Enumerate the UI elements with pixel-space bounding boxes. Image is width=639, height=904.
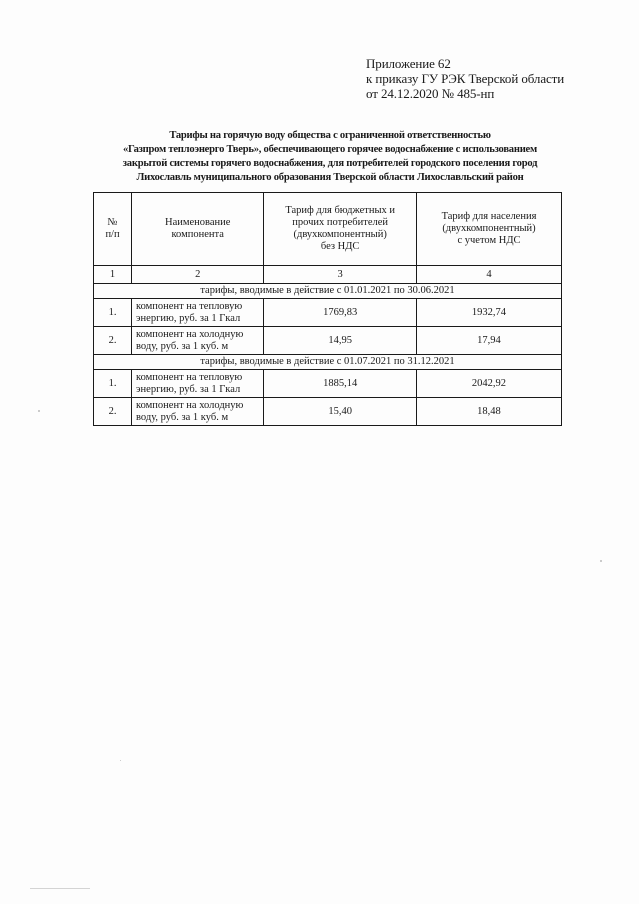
component-line: компонент на тепловую (136, 371, 243, 383)
table-row (94, 398, 562, 426)
column-number-row (94, 266, 562, 284)
component-line: компонент на холодную (136, 328, 244, 340)
header-budget (264, 193, 417, 266)
component-line: воду, руб. за 1 куб. м (136, 340, 229, 352)
header-name (132, 193, 264, 266)
header-population-line: Тариф для населения (441, 211, 537, 222)
header-num (94, 193, 132, 266)
row-budget-tariff: 1885,14 (264, 370, 417, 398)
column-number: 3 (264, 266, 417, 284)
header-name-line: Наименование (164, 217, 231, 228)
row-population-tariff: 1932,74 (416, 299, 561, 327)
row-budget-tariff: 14,95 (264, 327, 417, 355)
row-num: 1. (94, 370, 132, 398)
header-budget-line: (двухкомпонентный) (293, 229, 387, 240)
header-population (416, 193, 561, 266)
scan-speck (120, 760, 121, 761)
title-line-2: «Газпром теплоэнерго Тверь», обеспечивающего горячее водоснабжение с использованием (123, 144, 537, 155)
column-number: 2 (132, 266, 264, 284)
annex-line-1: Приложение 62 (366, 56, 451, 71)
table-row (94, 327, 562, 355)
annex-header (366, 56, 564, 101)
header-population-line: с учетом НДС (457, 235, 521, 246)
row-budget-tariff: 15,40 (264, 398, 417, 426)
row-population-tariff: 18,48 (416, 398, 561, 426)
scan-speck (30, 888, 90, 889)
title-line-4: Лихославль муниципального образования Тверской области Лихославльский район (136, 172, 524, 183)
component-line: компонент на холодную (136, 399, 244, 411)
row-component (132, 327, 264, 355)
period-label: тарифы, вводимые в действие с 01.07.2021 по 31.12.2021 (94, 355, 562, 370)
header-population-line: (двухкомпонентный) (442, 223, 536, 234)
row-component (132, 299, 264, 327)
component-line: энергию, руб. за 1 Гкал (136, 312, 241, 324)
title-line-1: Тарифы на горячую воду общества с ограниченной ответственностью (169, 130, 491, 141)
tariff-table (93, 192, 562, 426)
column-number: 4 (416, 266, 561, 284)
row-component (132, 398, 264, 426)
column-number: 1 (94, 266, 132, 284)
table-row (94, 299, 562, 327)
title-line-3: закрытой системы горячего водоснабжения, для потребителей городского поселения город (122, 158, 538, 169)
header-budget-line: прочих потребителей (292, 217, 389, 228)
row-population-tariff: 2042,92 (416, 370, 561, 398)
header-budget-line: без НДС (320, 241, 360, 252)
row-num: 2. (94, 327, 132, 355)
row-num: 1. (94, 299, 132, 327)
component-line: воду, руб. за 1 куб. м (136, 411, 229, 423)
scan-speck (38, 410, 40, 412)
table-header-row (94, 193, 562, 266)
row-budget-tariff: 1769,83 (264, 299, 417, 327)
table-row (94, 370, 562, 398)
header-name-line: компонента (171, 229, 224, 240)
scan-speck (600, 560, 602, 562)
row-num: 2. (94, 398, 132, 426)
document-title (80, 129, 580, 185)
period-label: тарифы, вводимые в действие с 01.01.2021 по 30.06.2021 (94, 284, 562, 299)
annex-line-2: к приказу ГУ РЭК Тверской области (366, 71, 565, 86)
annex-line-3: от 24.12.2020 № 485-нп (366, 86, 495, 101)
header-num-line: № (107, 217, 118, 228)
period-row-1 (94, 284, 562, 299)
header-num-line: п/п (105, 229, 120, 240)
period-row-2 (94, 355, 562, 370)
row-component (132, 370, 264, 398)
component-line: компонент на тепловую (136, 300, 243, 312)
component-line: энергию, руб. за 1 Гкал (136, 383, 241, 395)
row-population-tariff: 17,94 (416, 327, 561, 355)
header-budget-line: Тариф для бюджетных и (285, 205, 395, 216)
